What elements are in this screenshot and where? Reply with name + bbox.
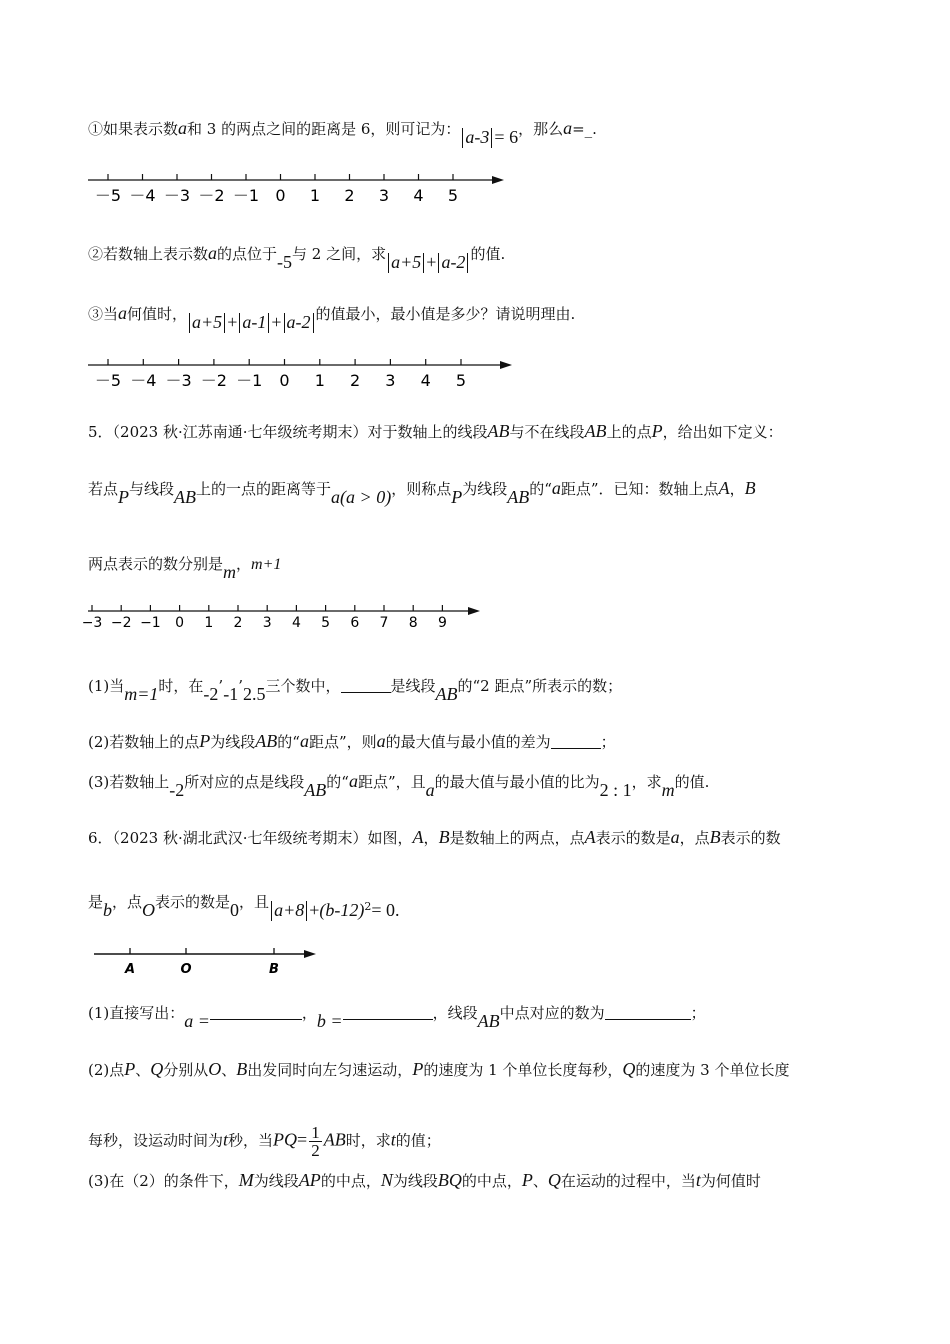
value: -1 bbox=[223, 684, 239, 704]
point-P: P bbox=[412, 1059, 424, 1079]
axis-tick-label: 5 bbox=[321, 615, 331, 631]
q5-stem-3 bbox=[88, 553, 282, 582]
point-B: B bbox=[709, 827, 721, 847]
axis-tick-label: −1 bbox=[140, 615, 161, 631]
text: ，点 bbox=[112, 893, 143, 911]
segment-AB: AB bbox=[507, 487, 530, 507]
var-a: a bbox=[331, 487, 341, 507]
text: 是 bbox=[88, 893, 104, 911]
text: 、 bbox=[135, 1061, 151, 1079]
answer-blank[interactable] bbox=[551, 748, 601, 749]
point-P: P bbox=[124, 1059, 136, 1079]
segment-BQ: BQ bbox=[437, 1170, 462, 1190]
var-a: a bbox=[563, 118, 573, 138]
text: ，则称点 bbox=[391, 480, 452, 498]
axis-tick-label: −3 bbox=[81, 615, 103, 631]
axis-tick-label: －4 bbox=[130, 371, 157, 390]
axis-tick-label: 6 bbox=[350, 615, 360, 631]
segment-AB: AB bbox=[487, 421, 510, 441]
axis-tick-label: －3 bbox=[163, 186, 191, 205]
point-A: A bbox=[584, 827, 596, 847]
text: 时，求 bbox=[345, 1131, 391, 1150]
segment-PQ: PQ bbox=[273, 1129, 298, 1150]
q4-part2 bbox=[88, 243, 506, 272]
point-A: A bbox=[718, 478, 730, 498]
q5-sub3 bbox=[88, 771, 710, 800]
text: 表示的数是 bbox=[595, 829, 671, 847]
text: 为线段 bbox=[392, 1172, 438, 1190]
axis-tick-label: 0 bbox=[279, 371, 290, 390]
numerator: 1 bbox=[311, 1123, 320, 1142]
var-b: b bbox=[103, 900, 113, 920]
point-B: B bbox=[744, 478, 756, 498]
eq: = bbox=[297, 1129, 308, 1150]
number-line-3 bbox=[81, 599, 486, 633]
text: (1)直接写出： bbox=[88, 1004, 185, 1022]
text: 、 bbox=[221, 1061, 237, 1079]
text: (3)在（2）的条件下， bbox=[88, 1172, 239, 1190]
text: ，线段 bbox=[432, 1004, 478, 1022]
text: ，且 bbox=[239, 893, 270, 911]
point-Q: Q bbox=[150, 1059, 164, 1079]
text: 的值； bbox=[395, 1131, 441, 1150]
q5-sub1: (1)当m=1时，在-2’-1’2.5三个数中， 是线段AB的“2 距点”所表示的数； bbox=[88, 677, 623, 704]
text: 每秒，设运动时间为 bbox=[88, 1131, 224, 1150]
var-t: t bbox=[390, 1129, 396, 1150]
var-a: a bbox=[376, 731, 386, 751]
abs-expr: a-1 bbox=[242, 312, 267, 332]
segment-AP: AP bbox=[298, 1170, 321, 1190]
axis-tick-label: 5 bbox=[455, 371, 467, 390]
text: 对于数轴上的线段 bbox=[367, 423, 488, 441]
text: 的“ bbox=[326, 773, 349, 791]
text: 为线段 bbox=[253, 1172, 299, 1190]
text: 三个数中， bbox=[265, 677, 341, 695]
q6-stem-2 bbox=[88, 888, 400, 920]
point-N: N bbox=[380, 1170, 393, 1190]
var-a: a bbox=[551, 478, 561, 498]
text: 中点对应的数为 bbox=[499, 1004, 605, 1022]
var-m: m bbox=[223, 562, 237, 582]
text: 的中点， bbox=[320, 1172, 381, 1190]
text: 两点表示的数分别是 bbox=[88, 555, 224, 573]
point-P: P bbox=[451, 487, 463, 507]
text: 的“ bbox=[529, 480, 552, 498]
axis-tick-label: －1 bbox=[232, 186, 260, 205]
var-a: a bbox=[178, 118, 188, 138]
text: 的值最小，最小值是多少？请说明理由. bbox=[315, 305, 576, 323]
var-t: t bbox=[695, 1170, 701, 1190]
text: 的值. bbox=[470, 245, 506, 263]
answer-blank-a[interactable] bbox=[210, 1019, 302, 1020]
text: 时，在 bbox=[158, 677, 204, 695]
text: 的“2 距点”所表示的数； bbox=[457, 677, 623, 695]
axis-tick-label: －2 bbox=[198, 186, 225, 205]
text: ， bbox=[236, 555, 252, 573]
axis-tick-label: 8 bbox=[408, 615, 418, 631]
a-eq: a = bbox=[184, 1011, 210, 1031]
text: (2)点 bbox=[88, 1061, 125, 1079]
axis-tick-label: －4 bbox=[129, 186, 156, 205]
ratio: 2 : 1 bbox=[599, 780, 632, 800]
plus: + bbox=[426, 252, 437, 272]
point-O: O bbox=[208, 1059, 222, 1079]
abs-expr: a+5 bbox=[391, 252, 422, 272]
axis-tick-label: 2 bbox=[344, 186, 355, 205]
text: 为线段 bbox=[462, 480, 508, 498]
text: 与线段 bbox=[129, 480, 175, 498]
q6-sub1 bbox=[88, 1002, 706, 1031]
text: ； bbox=[690, 1004, 706, 1022]
var-a: a bbox=[299, 731, 309, 751]
var-a: a bbox=[118, 303, 128, 323]
point-B: B bbox=[438, 827, 450, 847]
segment-AB: AB bbox=[174, 487, 197, 507]
number-line-2 bbox=[86, 353, 526, 393]
axis-tick-label: 3 bbox=[385, 371, 396, 390]
point-A: A bbox=[412, 827, 424, 847]
text: ②若数轴上表示数 bbox=[88, 245, 209, 263]
point-P: P bbox=[521, 1170, 533, 1190]
abs-expr: a-2 bbox=[441, 252, 466, 272]
value: -2 bbox=[203, 684, 219, 704]
axis-tick-label: －5 bbox=[94, 186, 122, 205]
text: 的速度为 3 个单位长度 bbox=[635, 1061, 790, 1079]
point-M: M bbox=[238, 1170, 254, 1190]
exponent: 2 bbox=[364, 900, 372, 913]
text: ③当 bbox=[88, 305, 119, 323]
axis-tick-label: 0 bbox=[175, 615, 185, 631]
text: 的值. bbox=[674, 773, 710, 791]
plus: + bbox=[309, 900, 320, 920]
text: 距点”，则 bbox=[308, 733, 377, 751]
text: 出发同时向左匀速运动， bbox=[247, 1061, 413, 1079]
abs-expr: a+5 bbox=[192, 312, 223, 332]
text: 与不在线段 bbox=[509, 423, 585, 441]
value: -2 bbox=[169, 780, 185, 800]
text: 上的点 bbox=[606, 423, 652, 441]
text: 是线段 bbox=[390, 677, 436, 695]
text: =_. bbox=[572, 120, 597, 138]
text: ①如果表示数 bbox=[88, 120, 179, 138]
text: 是数轴上的两点，点 bbox=[449, 829, 585, 847]
axis-tick-label: 3 bbox=[262, 615, 272, 631]
text: 为线段 bbox=[210, 733, 256, 751]
q4-part1 bbox=[88, 118, 597, 147]
axis-tick-label: －2 bbox=[200, 371, 227, 390]
point-P: P bbox=[118, 487, 130, 507]
q5-stem-2 bbox=[88, 478, 756, 507]
text: 的“ bbox=[277, 733, 300, 751]
text: 与 2 之间，求 bbox=[292, 245, 387, 263]
point-O: O bbox=[142, 900, 156, 920]
point-B: B bbox=[236, 1059, 248, 1079]
axis-tick-label: －1 bbox=[236, 371, 263, 390]
text: 如图， bbox=[367, 829, 413, 847]
point-Q: Q bbox=[547, 1170, 561, 1190]
q6-sub3 bbox=[88, 1170, 761, 1191]
q6-sub2 bbox=[88, 1059, 790, 1080]
paren-expr: (b-12) bbox=[319, 900, 365, 920]
q4-part3: ③当a何值时， a+5 + a-1 + a-2 的值最小，最小值是多少？请说明理由. bbox=[88, 303, 576, 332]
eq: = 0. bbox=[371, 900, 400, 920]
axis-tick-label: 4 bbox=[420, 371, 431, 390]
text: (2)若数轴上的点 bbox=[88, 733, 200, 751]
source: （2023 秋·湖北武汉·七年级统考期末） bbox=[112, 829, 368, 847]
text: 分别从 bbox=[163, 1061, 209, 1079]
question-number: 6． bbox=[88, 829, 113, 847]
question-number: 5． bbox=[88, 423, 113, 441]
zero: 0 bbox=[230, 900, 240, 920]
text: ，求 bbox=[631, 773, 662, 791]
answer-blank[interactable] bbox=[341, 692, 391, 693]
text: 的点位于 bbox=[217, 245, 278, 263]
text: 表示的数 bbox=[720, 829, 781, 847]
axis-tick-label: 2 bbox=[350, 371, 361, 390]
segment-AB: AB bbox=[584, 421, 607, 441]
q6-stem-1 bbox=[88, 827, 781, 848]
axis-tick-label: 1 bbox=[314, 371, 325, 390]
text: 的最大值与最小值的差为 bbox=[385, 733, 551, 751]
text: 秒，当 bbox=[228, 1131, 274, 1150]
abs-expr: a+8 bbox=[274, 900, 305, 920]
text: 所对应的点是线段 bbox=[184, 773, 305, 791]
point-P: P bbox=[199, 731, 211, 751]
axis-tick-label: 7 bbox=[379, 615, 389, 631]
axis-tick-label: 9 bbox=[437, 615, 447, 631]
segment-AB: AB bbox=[477, 1011, 500, 1031]
axis-tick-label: －3 bbox=[165, 371, 192, 390]
point-Q: Q bbox=[622, 1059, 636, 1079]
axis-tick-label: 4 bbox=[413, 186, 424, 205]
fraction-half bbox=[309, 1124, 322, 1159]
text: 距点”．已知：数轴上点 bbox=[560, 480, 719, 498]
text: ， bbox=[423, 829, 439, 847]
var-a: a bbox=[425, 780, 435, 800]
number-line-1 bbox=[86, 168, 516, 208]
text: 距点”，且 bbox=[357, 773, 426, 791]
abs-expr: a-3 bbox=[465, 127, 490, 147]
var-a: a bbox=[348, 771, 358, 791]
axis-tick-label: −2 bbox=[110, 615, 132, 631]
text: 上的一点的距离等于 bbox=[196, 480, 332, 498]
text: ， bbox=[729, 480, 745, 498]
axis-tick-label: 5 bbox=[447, 186, 459, 205]
axis-tick-label: 4 bbox=[291, 615, 301, 631]
point-P: P bbox=[651, 421, 663, 441]
text: (3)若数轴上 bbox=[88, 773, 170, 791]
segment-AB: AB bbox=[255, 731, 278, 751]
q5-stem-1 bbox=[88, 421, 783, 442]
text: ； bbox=[600, 733, 616, 751]
var-m: m bbox=[661, 780, 675, 800]
source: （2023 秋·江苏南通·七年级统考期末） bbox=[112, 423, 368, 441]
axis-tick-label: 1 bbox=[309, 186, 321, 205]
text: 和 3 的两点之间的距离是 6，则可记为： bbox=[187, 120, 461, 138]
condition: (a > 0) bbox=[340, 487, 392, 507]
m-equals-1: m=1 bbox=[124, 684, 159, 704]
text: 在运动的过程中，当 bbox=[560, 1172, 696, 1190]
axis-tick-label: 0 bbox=[275, 186, 286, 205]
abs-expr: a-2 bbox=[286, 312, 311, 332]
b-eq: b = bbox=[316, 1011, 343, 1031]
var-t: t bbox=[223, 1129, 229, 1150]
answer-blank-mid[interactable] bbox=[605, 1019, 691, 1020]
denominator: 2 bbox=[311, 1141, 320, 1160]
text: (1)当 bbox=[88, 677, 125, 695]
axis-tick-label: 3 bbox=[378, 186, 390, 205]
q5-sub2 bbox=[88, 731, 616, 752]
segment-AB: AB bbox=[323, 1129, 346, 1150]
value: 2.5 bbox=[242, 684, 266, 704]
text: 为何值时 bbox=[700, 1172, 761, 1190]
neg-five: -5 bbox=[277, 252, 293, 272]
fig-label-O: O bbox=[180, 962, 192, 977]
axis-tick-label: 2 bbox=[233, 615, 243, 631]
text: 表示的数是 bbox=[155, 893, 231, 911]
axis-tick-label: 1 bbox=[204, 615, 214, 631]
text: 的最大值与最小值的比为 bbox=[434, 773, 600, 791]
var-a: a bbox=[208, 243, 218, 263]
m-plus-1: m+1 bbox=[251, 556, 282, 573]
var-a: a bbox=[670, 827, 680, 847]
axis-tick-label: －5 bbox=[94, 371, 122, 390]
eq: = 6 bbox=[494, 127, 519, 147]
fig-label-B: B bbox=[269, 962, 279, 977]
text: ，给出如下定义： bbox=[662, 423, 783, 441]
fig-label-A: A bbox=[124, 962, 136, 977]
answer-blank-b[interactable] bbox=[343, 1019, 433, 1020]
segment-AB: AB bbox=[435, 684, 458, 704]
text: 、 bbox=[532, 1172, 548, 1190]
text: ，那么 bbox=[518, 120, 564, 138]
figure-number-line bbox=[90, 940, 330, 980]
text: ， bbox=[301, 1004, 317, 1022]
text: 的中点， bbox=[461, 1172, 522, 1190]
q6-sub2-line2 bbox=[88, 1124, 441, 1159]
text: ，点 bbox=[679, 829, 710, 847]
text: 若点 bbox=[88, 480, 119, 498]
text: 何值时， bbox=[127, 305, 188, 323]
segment-AB: AB bbox=[304, 780, 327, 800]
text: 的速度为 1 个单位长度每秒， bbox=[423, 1061, 623, 1079]
